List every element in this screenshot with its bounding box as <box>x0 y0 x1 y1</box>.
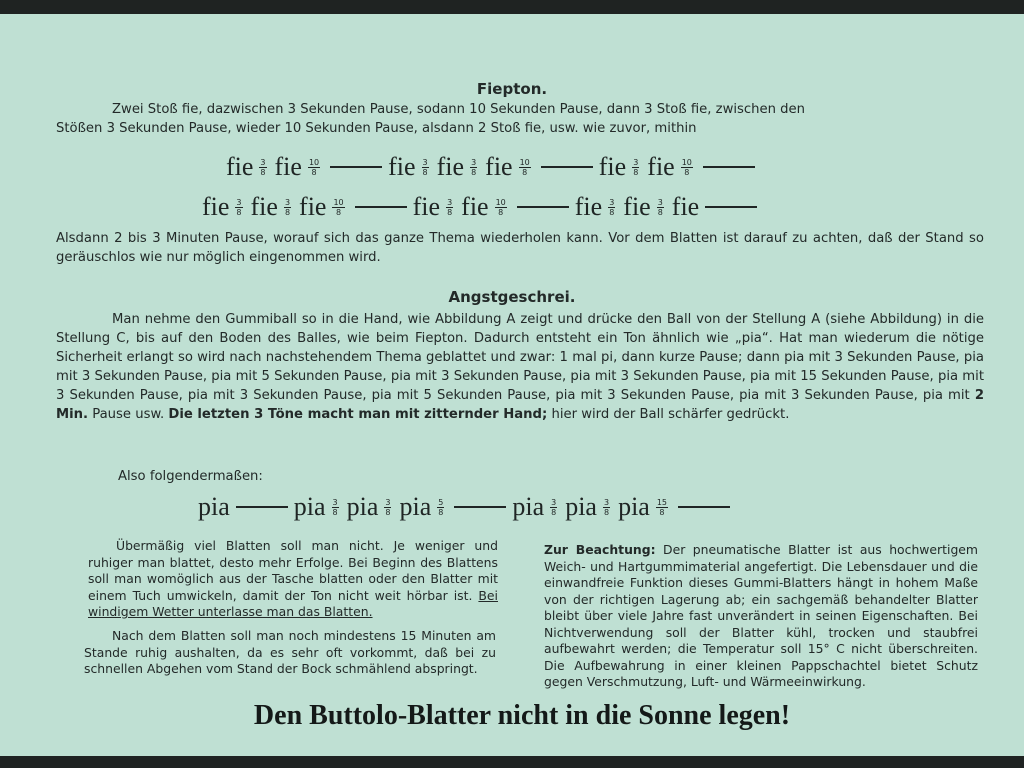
pause-fraction <box>332 498 339 517</box>
fraction-numerator: 3 <box>236 197 242 207</box>
fraction-denominator: 8 <box>609 207 615 217</box>
long-pause-dash <box>703 166 755 168</box>
notation-syllable: fie <box>485 152 513 182</box>
fiepton-heading: Fiepton. <box>476 80 548 98</box>
long-pause-dash <box>355 206 407 208</box>
notation-syllable: fie <box>274 152 302 182</box>
pause-fraction <box>259 158 266 177</box>
angstgeschrei-text-mid: Pause usw. <box>88 407 169 422</box>
fraction-denominator: 8 <box>311 167 317 177</box>
left-note-2: Nach dem Blatten soll man noch mindestens 15 Minuten am Stande ruhig aushalten, da es sehr oft vorkommt, daß bei zu schnellen Abgehen vom Stand der Bock schmählend abspringt. <box>84 628 496 676</box>
fraction-numerator: 3 <box>609 197 615 207</box>
fraction-numerator: 10 <box>333 197 344 207</box>
fraction-numerator: 10 <box>495 197 506 207</box>
left-note-1-underlined: Bei windigem Wetter unterlasse man das Blatten. <box>88 587 498 619</box>
pause-fraction <box>550 498 557 517</box>
pause-fraction <box>284 198 291 217</box>
instruction-sheet <box>0 14 1024 756</box>
footer-warning: Den Buttolo-Blatter nicht in die Sonne legen! <box>253 700 791 731</box>
care-note <box>544 542 978 691</box>
notation-syllable: pia <box>399 492 432 522</box>
pause-fraction <box>235 198 242 217</box>
notation-syllable: fie <box>412 192 441 222</box>
notation-syllable: fie <box>671 192 700 222</box>
notation-syllable: pia <box>293 492 326 522</box>
fraction-numerator: 3 <box>447 197 453 207</box>
fraction-denominator: 8 <box>471 167 477 177</box>
fraction-denominator: 8 <box>332 507 338 517</box>
notation-syllable: fie <box>461 192 489 222</box>
fraction-numerator: 3 <box>633 157 639 167</box>
notation-syllable: fie <box>202 192 230 222</box>
notation-syllable: fie <box>250 192 278 222</box>
fraction-numerator: 3 <box>657 197 663 207</box>
long-pause-dash <box>454 506 506 508</box>
fraction-denominator: 8 <box>447 207 453 217</box>
fraction-denominator: 8 <box>336 207 342 217</box>
fiepton-notation-line-1 <box>226 150 761 182</box>
angstgeschrei-paragraph <box>56 310 984 424</box>
fraction-denominator: 8 <box>684 167 690 177</box>
angstgeschrei-text: Man nehme den Gummiball so in die Hand, wie Abbildung A zeigt und drücke den Ball von der Stellung A (siehe Abbildung) in die Stellung C, bis auf den Boden des Balles, wie beim Fiepton. Dadurch entsteht ein Ton ähnlich wie „pia“. Hat man wiederum die nötige Sicherheit erlangt so wird nach nachstehendem Thema geblattet und zwar: 1 mal pi, dann kurze Pause; dann pia mit 3 Sekunden Pause, pia mit 3 Sekunden Pause, pia mit 5 Sekunden Pause, pia mit 3 Sekunden Pause, pia mit 3 Sekunden Pause, pia mit 15 Sekunden Pause, pia mit 3 Sekunden Pause, pia mit 3 Sekunden Pause, pia mit 5 Sekunden Pause, pia mit 3 Sekunden Pause, pia mit 3 Sekunden Pause, pia mit <box>56 312 984 403</box>
fraction-numerator: 3 <box>422 157 428 167</box>
long-pause-dash <box>330 166 382 168</box>
fraction-denominator: 8 <box>284 207 291 217</box>
fraction-numerator: 3 <box>385 497 391 507</box>
fiepton-intro-line-1: Zwei Stoß fie, dazwischen 3 Sekunden Pause, sodann 10 Sekunden Pause, dann 3 Stoß fie, zwischen den <box>112 102 805 117</box>
fiepton-intro-line-2: Stößen 3 Sekunden Pause, wieder 10 Sekunden Pause, alsdann 2 Stoß fie, usw. wie zuvor, mithin <box>56 121 697 136</box>
fraction-denominator: 8 <box>236 207 242 217</box>
pause-fraction <box>632 158 639 177</box>
notation-syllable: pia <box>198 492 230 522</box>
pause-fraction <box>657 198 664 217</box>
pause-fraction <box>603 498 610 517</box>
notation-syllable: fie <box>598 152 627 182</box>
pause-fraction <box>470 158 477 177</box>
angstgeschrei-bold-duration: 2 Min. <box>56 388 984 422</box>
pause-fraction <box>446 198 453 217</box>
fraction-numerator: 3 <box>551 497 557 507</box>
pause-fraction <box>608 198 615 217</box>
fraction-numerator: 3 <box>603 497 610 507</box>
angstgeschrei-notation-line <box>198 490 736 522</box>
fraction-denominator: 8 <box>422 167 428 177</box>
fraction-denominator: 8 <box>522 167 528 177</box>
fraction-numerator: 3 <box>284 197 291 207</box>
fraction-numerator: 10 <box>519 157 530 167</box>
long-pause-dash <box>705 206 757 208</box>
fraction-denominator: 8 <box>633 167 639 177</box>
fraction-denominator: 8 <box>385 507 391 517</box>
fraction-denominator: 8 <box>498 207 504 217</box>
notation-syllable: fie <box>623 192 651 222</box>
long-pause-dash <box>517 206 569 208</box>
pause-fraction <box>656 498 668 517</box>
notation-syllable: fie <box>647 152 675 182</box>
fraction-denominator: 8 <box>551 507 557 517</box>
notation-syllable: fie <box>226 152 254 182</box>
notation-syllable: fie <box>299 192 327 222</box>
fraction-numerator: 5 <box>438 497 444 507</box>
pause-fraction <box>332 198 344 217</box>
pause-fraction <box>384 498 391 517</box>
pause-fraction <box>437 498 444 517</box>
also-text: Also folgendermaßen: <box>118 469 263 484</box>
fraction-numerator: 3 <box>260 157 266 167</box>
fraction-numerator: 15 <box>656 497 668 507</box>
long-pause-dash <box>236 506 288 508</box>
notation-syllable: fie <box>436 152 465 182</box>
angstgeschrei-bold-instruction: Die letzten 3 Töne macht man mit zitternder Hand; <box>168 407 548 422</box>
fiepton-notation-line-2 <box>202 190 763 222</box>
pause-fraction <box>681 158 693 177</box>
fraction-denominator: 8 <box>260 167 266 177</box>
fraction-denominator: 8 <box>438 507 444 517</box>
angstgeschrei-heading: Angstgeschrei. <box>448 288 576 306</box>
fraction-denominator: 8 <box>657 207 663 217</box>
notation-syllable: fie <box>388 152 416 182</box>
fraction-numerator: 3 <box>471 157 477 167</box>
notation-syllable: fie <box>574 192 603 222</box>
long-pause-dash <box>678 506 730 508</box>
left-note-1 <box>88 538 498 621</box>
fiepton-after-text: Alsdann 2 bis 3 Minuten Pause, worauf sich das ganze Thema wiederholen kann. Vor dem Blatten ist darauf zu achten, daß der Stand so geräuschlos wie nur möglich eingenommen wird. <box>56 231 984 265</box>
notation-syllable: pia <box>618 492 650 522</box>
fraction-numerator: 3 <box>332 497 338 507</box>
pause-fraction <box>422 158 429 177</box>
notation-syllable: pia <box>346 492 379 522</box>
angstgeschrei-text-tail: hier wird der Ball schärfer gedrückt. <box>547 407 790 422</box>
fraction-denominator: 8 <box>659 507 665 517</box>
long-pause-dash <box>541 166 593 168</box>
pause-fraction <box>308 158 320 177</box>
notation-syllable: pia <box>565 492 597 522</box>
pause-fraction <box>495 198 507 217</box>
notation-syllable: pia <box>512 492 545 522</box>
care-note-text: Der pneumatische Blatter ist aus hochwertigem Weich- und Hartgummimaterial angefertigt. Die Lebensdauer und die einwandfreie Funktion dieses Gummi-Blatters hängt in hohem Maße von der richtigen Lagerung ab; ein sachgemäß behandelter Blatter bleibt über viele Jahre fast unverändert in seinen Eigenschaften. Bei Nichtverwendung soll der Blatter kühl, trocken und staubfrei aufbewahrt werden; die Temperatur soll 15° C nicht überschreiten. Die Aufbewahrung in einer kleinen Pappschachtel bietet Schutz gegen Verschmutzung, Luft- und Wärmeeinwirkung. <box>544 542 979 689</box>
pause-fraction <box>519 158 531 177</box>
fraction-denominator: 8 <box>603 507 610 517</box>
fraction-numerator: 10 <box>681 157 692 167</box>
fraction-numerator: 10 <box>308 157 320 167</box>
care-note-label: Zur Beachtung: <box>544 542 656 557</box>
left-note-1-text: Übermäßig viel Blatten soll man nicht. Je weniger und ruhiger man blattet, desto mehr Erfolge. Bei Beginn des Blattens soll man womöglich aus der Tasche blatten oder den Blatter mit einem Tuch umwickeln, damit der Ton nicht weit hörbar ist. <box>88 538 498 603</box>
